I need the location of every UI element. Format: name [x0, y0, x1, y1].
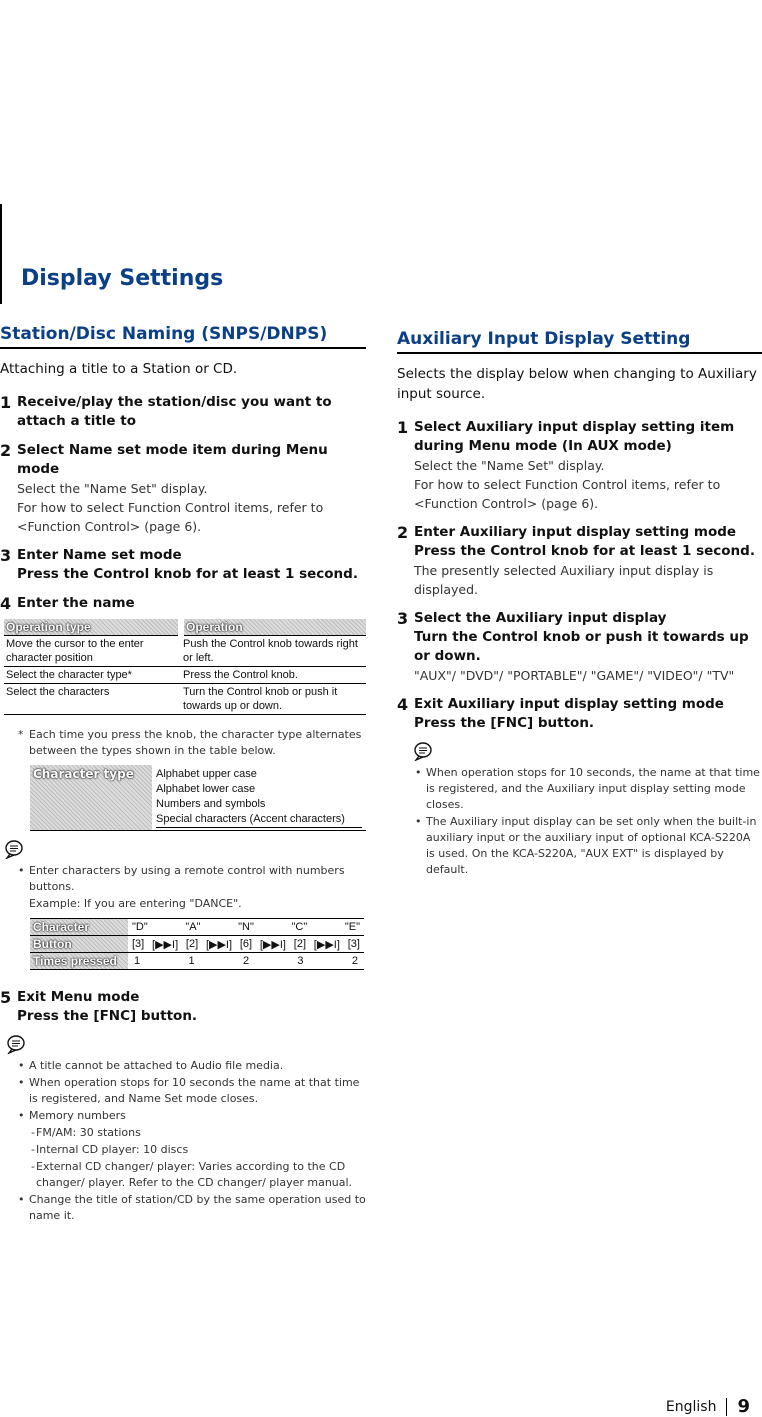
step-number: 2: [0, 441, 12, 460]
step-text: For how to select Function Control items, refer to <Function Control> (page 6).: [414, 477, 721, 511]
right-step-2: [397, 523, 762, 599]
example-times: 2: [351, 955, 358, 967]
step-sub: Press the Control knob for at least 1 second.: [414, 543, 755, 559]
step-number: 2: [397, 523, 409, 542]
op-type-cell: Select the character type*: [4, 667, 181, 684]
left-step-4: [0, 594, 366, 613]
example-times: 1: [188, 955, 195, 967]
step-title: Enter the name: [17, 595, 135, 611]
op-header-operation: Operation: [181, 619, 366, 636]
step-title: Exit Menu mode: [17, 989, 140, 1005]
page-number: 9: [737, 1396, 750, 1417]
step-sub: Press the [FNC] button.: [17, 1008, 198, 1024]
example-char: "A": [185, 921, 201, 933]
char-type-item: Numbers and symbols: [156, 798, 266, 810]
example-times: 2: [242, 955, 250, 967]
example-button: [6]: [239, 937, 253, 950]
note-icon: [6, 1034, 28, 1054]
right-step-3: [397, 609, 762, 685]
example-button: [▶▶I]: [205, 938, 233, 951]
table-row: [30, 953, 364, 970]
step-sub: Press the Control knob for at least 1 second.: [17, 566, 358, 582]
step-text: Select the "Name Set" display.: [414, 458, 605, 473]
step-sub: Turn the Control knob or push it towards up or down.: [414, 629, 749, 664]
step-title: Receive/play the station/disc you want to attach a title to: [17, 394, 332, 429]
note-icon: [413, 741, 435, 761]
section-title: Display Settings: [21, 266, 224, 291]
example-times: 1: [134, 955, 141, 967]
example-row-label: Button: [30, 936, 128, 953]
example-button: [3]: [132, 937, 145, 950]
example-row-label: Times pressed: [30, 953, 128, 970]
step-number: 1: [397, 418, 409, 437]
right-title: Auxiliary Input Display Setting: [397, 329, 691, 349]
memory-item: - FM/AM: 30 stations: [0, 1125, 366, 1141]
example-row-label: Character: [30, 919, 128, 936]
table-row: [30, 936, 364, 953]
example-text: Example: If you are entering "DANCE".: [29, 897, 242, 910]
char-type-note-text: Each time you press the knob, the character type alternates between the types shown in the table below.: [29, 728, 362, 757]
right-step-4: [397, 695, 762, 733]
table-row: [30, 919, 364, 936]
note-item: • When operation stops for 10 seconds, the name at that time is registered, and the Auxiliary input display setting mode closes.: [397, 765, 762, 813]
left-title-rule: [0, 347, 366, 349]
right-step-1: [397, 418, 762, 513]
operation-table: [4, 619, 366, 715]
memory-item: - Internal CD player: 10 discs: [0, 1142, 366, 1158]
step-title: Select Auxiliary input display setting item during Menu mode (In AUX mode): [414, 419, 735, 454]
step-title: Select the Auxiliary input display: [414, 610, 667, 626]
left-intro: Attaching a title to a Station or CD.: [0, 361, 238, 377]
example-char: "E": [344, 921, 360, 933]
char-type-item: Alphabet upper case: [156, 768, 257, 780]
step-sub: Press the [FNC] button.: [414, 715, 595, 731]
char-type-note: [0, 727, 366, 759]
char-type-table: [30, 765, 366, 831]
memory-item: - External CD changer/ player: Varies according to the CD changer/ player. Refer to the CD changer/ player manual.: [0, 1159, 366, 1191]
example-button: [2]: [293, 937, 306, 950]
table-row: [4, 636, 366, 667]
example-char: "D": [132, 921, 148, 933]
example-times-cell: [128, 953, 364, 970]
step-title: Enter Auxiliary input display setting mode: [414, 524, 737, 540]
page-footer: [666, 1396, 750, 1417]
table-row: [4, 667, 366, 684]
example-table: [30, 918, 364, 970]
example-times: 3: [297, 955, 304, 967]
op-type-cell: Move the cursor to the enter character position: [4, 636, 181, 667]
footer-language: English: [665, 1398, 717, 1415]
step-number: 1: [0, 393, 12, 412]
char-type-item: Alphabet lower case: [156, 783, 256, 795]
right-intro: Selects the display below when changing to Auxiliary input source.: [397, 366, 757, 402]
example-button: [2]: [185, 937, 199, 950]
step-text: "AUX"/ "DVD"/ "PORTABLE"/ "GAME"/ "VIDEO"/ "TV": [414, 668, 735, 683]
op-type-cell: Select the characters: [6, 686, 110, 698]
table-row: [4, 684, 366, 715]
note-item: • Change the title of station/CD by the same operation used to name it.: [0, 1192, 366, 1224]
right-title-rule: [397, 352, 762, 354]
step-title: Exit Auxiliary input display setting mode: [414, 696, 724, 712]
example-char: "C": [291, 921, 308, 933]
example-button: [▶▶I]: [313, 938, 340, 951]
op-operation-cell: Turn the Control knob or push it towards up or down.: [183, 686, 338, 712]
step-text: The presently selected Auxiliary input display is displayed.: [414, 563, 714, 597]
op-header-type: Operation type: [4, 619, 181, 636]
step-number: 3: [397, 609, 409, 628]
step-title: Select Name set mode item during Menu mode: [17, 442, 328, 477]
left-step-2: [0, 441, 366, 536]
note-item: • Enter characters by using a remote control with numbers buttons.: [0, 863, 366, 895]
right-column: [397, 328, 762, 879]
example-chars-cell: [128, 919, 364, 936]
example-button: [3]: [347, 937, 360, 950]
left-step-3: [0, 546, 366, 584]
op-operation-cell: Push the Control knob towards right or left.: [181, 636, 366, 667]
step-number: 5: [0, 988, 12, 1007]
step-text: Select the "Name Set" display.: [17, 481, 208, 496]
step-text: For how to select Function Control items, refer to <Function Control> (page 6).: [17, 500, 324, 534]
note-icon: [4, 839, 26, 859]
left-step-5: [0, 988, 366, 1026]
step-title: Enter Name set mode: [17, 547, 182, 563]
section-bar: [0, 204, 2, 304]
note-item: • A title cannot be attached to Audio file media.: [0, 1058, 366, 1074]
note-item: • Memory numbers: [0, 1108, 366, 1124]
example-buttons-cell: [128, 936, 364, 953]
step-number: 4: [397, 695, 409, 714]
char-type-header: Character type: [30, 765, 152, 830]
op-operation-cell: Press the Control knob.: [181, 667, 366, 684]
example-button: [▶▶I]: [259, 938, 286, 951]
left-column: [0, 323, 366, 1225]
step-number: 3: [0, 546, 12, 565]
asterisk-mark: *: [18, 728, 24, 741]
example-char: "N": [238, 921, 254, 933]
left-step-1: [0, 393, 366, 431]
note-item: • When operation stops for 10 seconds the name at that time is registered, and Name Set mode closes.: [0, 1075, 366, 1107]
step-number: 4: [0, 594, 12, 613]
note-item: • The Auxiliary input display can be set only when the built-in auxiliary input or the auxiliary input of optional KCA-S220A is used. On the KCA-S220A, "AUX EXT" is displayed by default.: [397, 814, 762, 878]
example-button: [▶▶I]: [152, 938, 179, 951]
left-title: Station/Disc Naming (SNPS/DNPS): [0, 324, 328, 344]
char-type-item: Special characters (Accent characters): [156, 812, 362, 828]
operation-table-header: [4, 619, 366, 636]
footer-separator: [726, 1398, 727, 1416]
